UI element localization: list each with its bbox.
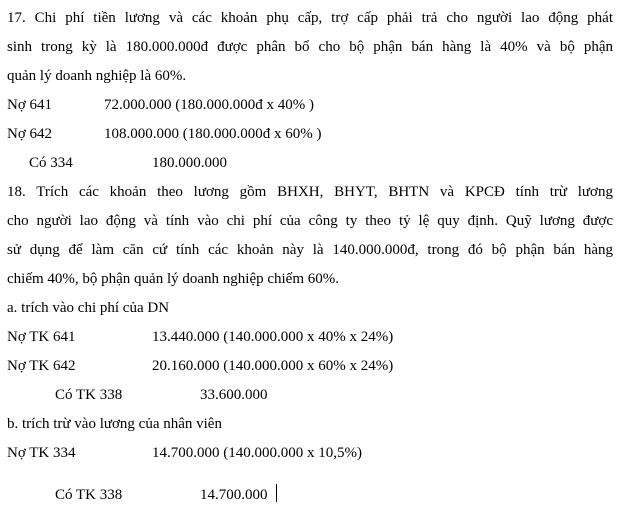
entry-account: Nợ TK 641 (7, 329, 76, 345)
p17-line-2: sinh trong kỳ là 180.000.000đ được phân bổ cho bộ phận bán hàng là 40% và bộ phận (7, 39, 613, 55)
entry-amount: 33.600.000 (200, 387, 268, 403)
p18-line-4: chiếm 40%, bộ phận quản lý doanh nghiệp chiếm 60%. (7, 271, 340, 287)
entry-account: Nợ 642 (7, 126, 53, 142)
p17-line-1: 17. Chi phí tiền lương và các khoản phụ cấp, trợ cấp phải trả cho người lao động phát (7, 10, 613, 26)
entry-amount: 72.000.000 (180.000.000đ x 40% ) (104, 97, 314, 113)
p18-line-3: sử dụng để làm căn cứ tính các khoản này là 140.000.000đ, trong đó bộ phận bán hàng (7, 242, 613, 258)
entry-account: Có 334 (29, 155, 73, 171)
entry-amount: 108.000.000 (180.000.000đ x 60% ) (104, 126, 322, 142)
text-cursor (276, 484, 277, 502)
entry-amount: 180.000.000 (152, 155, 227, 171)
p18-part-b-heading: b. trích trừ vào lương của nhân viên (7, 416, 222, 432)
p18-part-a-heading: a. trích vào chi phí của DN (7, 300, 170, 316)
p18-line-2: cho người lao động và tính vào chi phí của công ty theo tỷ lệ quy định. Quỹ lương được (7, 213, 613, 229)
entry-account: Nợ 641 (7, 97, 53, 113)
entry-account: Nợ TK 334 (7, 445, 76, 461)
entry-amount: 14.700.000 (140.000.000 x 10,5%) (152, 445, 362, 461)
entry-account: Nợ TK 642 (7, 358, 76, 374)
entry-amount: 20.160.000 (140.000.000 x 60% x 24%) (152, 358, 394, 374)
p17-line-3: quản lý doanh nghiệp là 60%. (7, 68, 187, 84)
entry-amount: 14.700.000 (200, 487, 268, 503)
entry-amount: 13.440.000 (140.000.000 x 40% x 24%) (152, 329, 394, 345)
p18-line-1: 18. Trích các khoản theo lương gồm BHXH, BHYT, BHTN và KPCĐ tính trừ lương (7, 184, 613, 200)
entry-account: Có TK 338 (55, 387, 123, 403)
entry-account: Có TK 338 (55, 487, 123, 503)
